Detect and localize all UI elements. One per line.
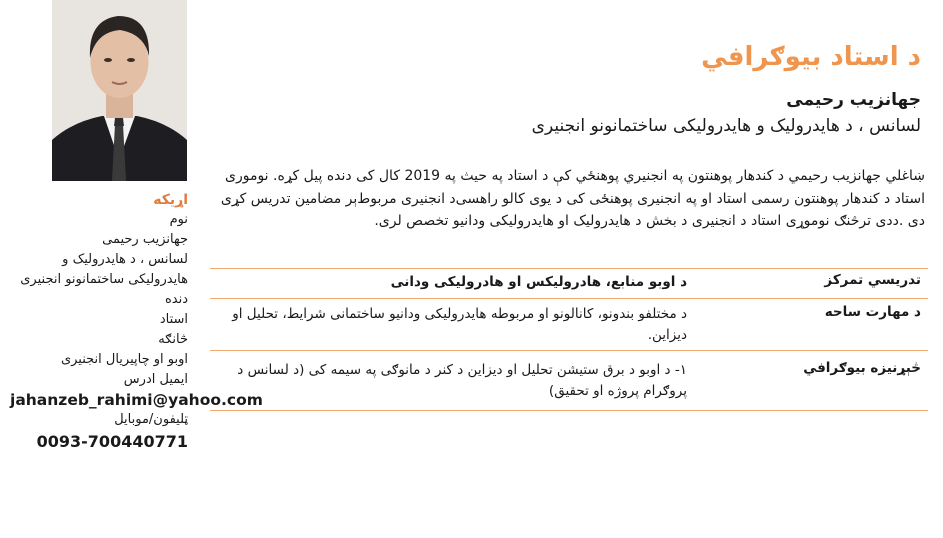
row-label-teaching-focus: تدریسي تمرکز (824, 272, 921, 288)
contact-heading: اړیکه (153, 192, 188, 208)
intro-paragraph: ښاغلي جهانزیب رحیمي د کندهار پوهنتون په انجنیري پوهنځي کې د استاد په حیث په 2019 کال کی دنده پیل کړه. نوموری استاد د کندهار پوهنتون رسمی استاد او په انجنیری پوهنځی کی د یوی کالو راهسی‌د انجنیری مربوط‌ېر مضامین تدریس کړی دی .ددی ترڅنګ نوموړی استاد د انجنیری د بخش د هایدرولیک او هایدرولیکی ودانیو تخصص لری. (220, 168, 925, 229)
row-label-research-bio: څېړنیزه بیوګرافي (803, 360, 921, 376)
table-divider (210, 268, 928, 269)
name-label: نوم (169, 212, 188, 227)
department-label: څانګه (158, 332, 188, 347)
name-value: جهانزیب رحیمی (102, 232, 188, 247)
phone-label: ټلیفون/موبایل (114, 412, 188, 427)
person-role: لسانس ، د هایدرولیک و هایدرولیکی ساختمانونو انجنیری (531, 116, 921, 136)
person-name: جهانزیب رحیمی (786, 90, 921, 110)
profile-photo (52, 0, 187, 181)
table-divider (210, 410, 928, 411)
table-divider (210, 350, 928, 351)
page-title: د استاد بیوګرافي (701, 42, 921, 72)
degree-value: لسانس ، د هایدرولیک و هایدرولیکی ساختمانونو انجنیری (20, 252, 188, 287)
row-label-skill-area: د مهارت ساحه (824, 304, 921, 320)
department-value: اوبو او چاپیریال انجنیری (60, 352, 188, 367)
job-value: استاد (159, 312, 188, 327)
contact-sidebar (10, 190, 263, 452)
table-divider (210, 298, 928, 299)
email-value[interactable]: jahanzeb_rahimi@yahoo.com (10, 391, 263, 409)
row-value-skill-area: د مختلفو بندونو، کانالونو او مربوطه هایدرولیکی ودانیو ساختمانی شرایط، تحلیل او دیزاین. (232, 306, 687, 343)
email-label: ایمیل ادرس (123, 372, 188, 387)
row-value-teaching-focus: د اوبو منابع، هادرولیکس او هادرولیکی ودانی (390, 274, 687, 290)
job-label: دنده (164, 292, 188, 307)
row-value-research-bio: ۱- د اوبو د برق ستیشن تحلیل او دیزاین د کنر د مانوګی په سیمه کی (د لسانس د پروګرام پروژه او تحقیق) (237, 362, 687, 399)
phone-value[interactable]: 0093-700440771 (36, 432, 188, 451)
